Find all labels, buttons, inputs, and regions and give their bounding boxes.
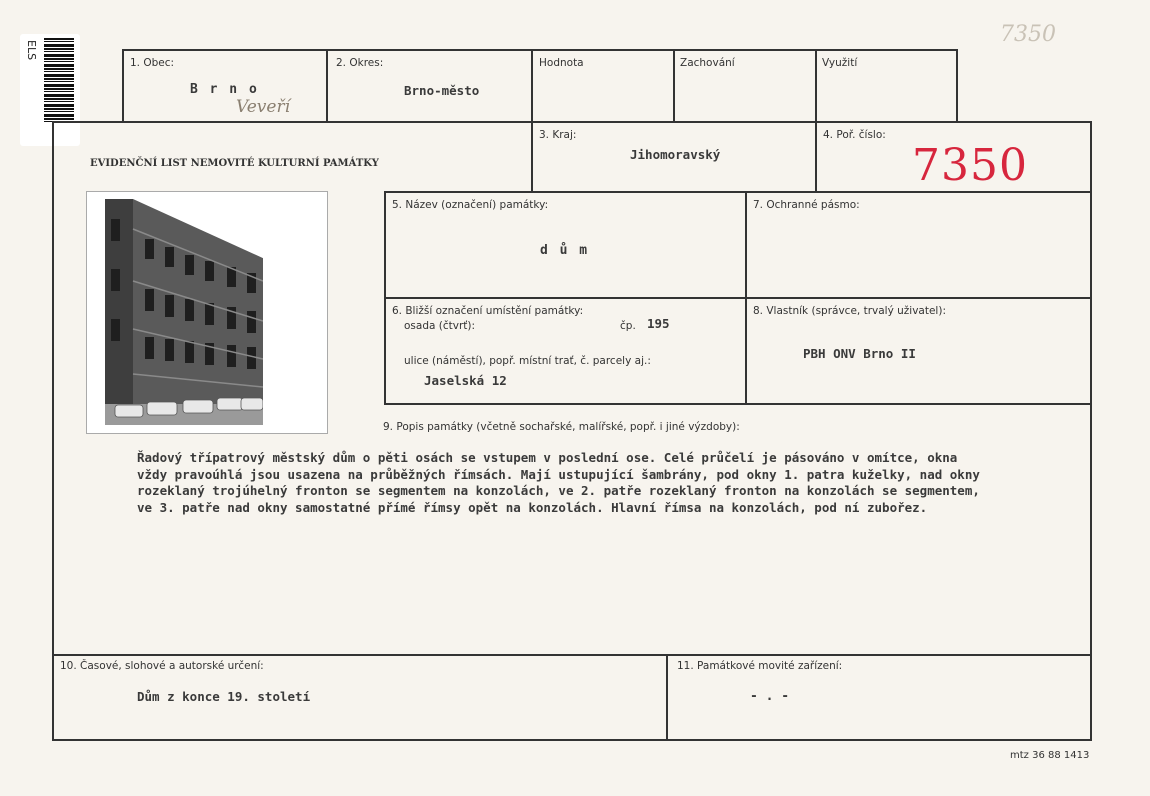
barcode bbox=[44, 38, 74, 124]
label-cp: čp. bbox=[620, 320, 636, 332]
label-ochranne-pasmo: 7. Ochranné pásmo: bbox=[753, 199, 860, 211]
rule bbox=[384, 297, 1092, 299]
rule bbox=[52, 121, 1092, 123]
label-zachovani: Zachování bbox=[680, 57, 735, 69]
label-ulice: ulice (náměstí), popř. místní trať, č. parcely aj.: bbox=[404, 355, 651, 367]
value-vlastnik: PBH ONV Brno II bbox=[803, 346, 916, 361]
label-osada: osada (čtvrť): bbox=[404, 320, 476, 332]
rule bbox=[384, 191, 1092, 193]
label-hodnota: Hodnota bbox=[539, 57, 584, 69]
label-obec: 1. Obec: bbox=[130, 57, 175, 69]
rule bbox=[52, 654, 1092, 656]
description-line: vždy pravoúhlá jsou usazena na průběžných římsách. Mají ustupující šambrány, pod okny 1. patra kuželky, nad okny bbox=[137, 466, 980, 482]
description-line: Řadový třípatrový městský dům o pěti osách se vstupem v poslední ose. Celé průčelí je pásováno v omítce, okna bbox=[137, 450, 958, 465]
label-vlastnik: 8. Vlastník (správce, trvalý uživatel): bbox=[753, 305, 946, 317]
rule bbox=[666, 654, 668, 741]
rule bbox=[956, 49, 958, 121]
value-nazev: d ů m bbox=[540, 243, 590, 258]
rule bbox=[384, 403, 1092, 405]
label-movite-zarizeni: 11. Památkové movité zařízení: bbox=[677, 660, 843, 672]
rule bbox=[815, 49, 817, 191]
barcode-code: ELS bbox=[25, 40, 38, 61]
value-movite-zarizeni: - . - bbox=[750, 689, 790, 704]
value-kraj: Jihomoravský bbox=[630, 147, 721, 162]
frame-left bbox=[52, 121, 54, 741]
frame-bottom bbox=[52, 739, 1092, 741]
value-okres: Brno-město bbox=[404, 83, 480, 98]
form-title: EVIDENČNÍ LIST NEMOVITÉ KULTURNÍ PAMÁTKY bbox=[90, 158, 379, 169]
frame-right bbox=[1090, 121, 1092, 741]
label-vyuziti: Využití bbox=[822, 57, 858, 69]
value-cp: 195 bbox=[647, 316, 670, 331]
building-photo bbox=[105, 199, 263, 425]
label-nazev: 5. Název (označení) památky: bbox=[392, 199, 549, 211]
description-line: ve 3. patře nad okny samostatné přímé římsy opět na konzolách. Hlavní římsa na konzolách, pod ní zubořez. bbox=[137, 499, 928, 515]
value-ulice: Jaselská 12 bbox=[424, 373, 507, 388]
label-popis: 9. Popis památky (včetně sochařské, malířské, popř. i jiné výzdoby): bbox=[383, 421, 740, 433]
footer-code: mtz 36 88 1413 bbox=[1010, 750, 1090, 761]
handwritten-veveri: Veveří bbox=[236, 97, 291, 117]
rule bbox=[326, 49, 328, 121]
rule bbox=[531, 49, 533, 191]
rule bbox=[122, 49, 958, 51]
value-casove-urceni: Dům z konce 19. století bbox=[137, 689, 311, 704]
label-kraj: 3. Kraj: bbox=[539, 129, 577, 141]
rule bbox=[673, 49, 675, 121]
label-blizsi-oznaceni: 6. Bližší označení umístění památky: bbox=[392, 305, 584, 317]
value-obec: B r n o bbox=[190, 82, 259, 97]
description-text bbox=[137, 450, 1047, 516]
registration-number: 7350 bbox=[912, 140, 1028, 191]
rule bbox=[122, 49, 124, 121]
label-casove-urceni: 10. Časové, slohové a autorské určení: bbox=[60, 660, 264, 672]
corner-note: 7350 bbox=[1000, 22, 1056, 47]
label-por-cislo: 4. Poř. číslo: bbox=[823, 129, 886, 141]
description-line: rozeklaný trojúhelný fronton se segmentem na konzolách, ve 2. patře rozeklaný fronton na konzolách se segmentem, bbox=[137, 483, 980, 498]
label-okres: 2. Okres: bbox=[336, 57, 384, 69]
